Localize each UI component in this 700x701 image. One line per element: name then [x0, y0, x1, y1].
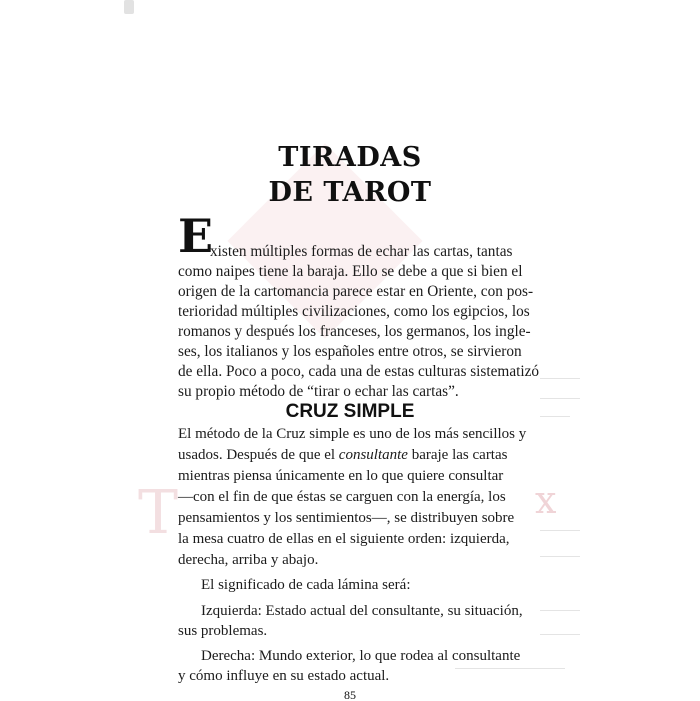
significado-line: El significado de cada lámina será:: [201, 577, 411, 593]
bleed-through-line: [540, 398, 580, 399]
intro-line: como naipes tiene la baraja. Ello se debe a que si bien el: [178, 263, 523, 280]
intro-line: ses, los italianos y los españoles entre otros, se sirvieron: [178, 343, 522, 360]
page-number: 85: [344, 688, 356, 701]
bleed-through-line: [540, 634, 580, 635]
bleed-through-glyph: T: [138, 478, 179, 548]
scan-mark: [124, 0, 134, 14]
bleed-through-line: [540, 556, 580, 557]
intro-line: de ella. Poco a poco, cada una de estas culturas sistematizó: [178, 363, 540, 380]
intro-line: romanos y después los franceses, los germanos, los ingle-: [178, 323, 531, 340]
section-line: derecha, arriba y abajo.: [178, 552, 319, 568]
section-line: —con el fin de que éstas se carguen con la energía, los: [178, 489, 506, 505]
intro-line: su propio método de “tirar o echar las cartas”.: [178, 383, 459, 400]
derecha-line: Derecha: Mundo exterior, lo que rodea al consultante: [201, 648, 521, 664]
section-text: usados. Después de que el: [178, 447, 336, 463]
bleed-through-line: [540, 610, 580, 611]
izquierda-line: sus problemas.: [178, 623, 268, 639]
page-title-line-1: TIRADAS: [278, 142, 422, 173]
izquierda-line: Izquierda: Estado actual del consultante, su situación,: [201, 603, 523, 619]
bleed-through-line: [540, 530, 580, 531]
bleed-through-glyph: x: [535, 478, 557, 522]
section-line: [178, 448, 507, 463]
section-line: pensamientos y los sentimientos—, se distribuyen sobre: [178, 510, 515, 526]
derecha-line: y cómo influye en su estado actual.: [178, 668, 390, 684]
section-line: El método de la Cruz simple es uno de los más sencillos y: [178, 426, 527, 442]
drop-cap: E: [178, 209, 214, 263]
section-line: la mesa cuatro de ellas en el siguiente orden: izquierda,: [178, 531, 510, 547]
section-heading: CRUZ SIMPLE: [285, 401, 415, 422]
intro-line: xisten múltiples formas de echar las cartas, tantas: [210, 243, 513, 260]
section-italic-term: consultante: [338, 447, 408, 463]
section-text: baraje las cartas: [411, 447, 508, 463]
section-line: mientras piensa únicamente en lo que quiere consultar: [178, 468, 504, 484]
bleed-through-line: [540, 378, 580, 379]
bleed-through-line: [455, 668, 565, 669]
intro-line: terioridad múltiples civilizaciones, como los egipcios, los: [178, 303, 530, 320]
intro-line: origen de la cartomancia parece estar en Oriente, con pos-: [178, 283, 534, 300]
page-title-line-2: DE TAROT: [268, 177, 432, 208]
